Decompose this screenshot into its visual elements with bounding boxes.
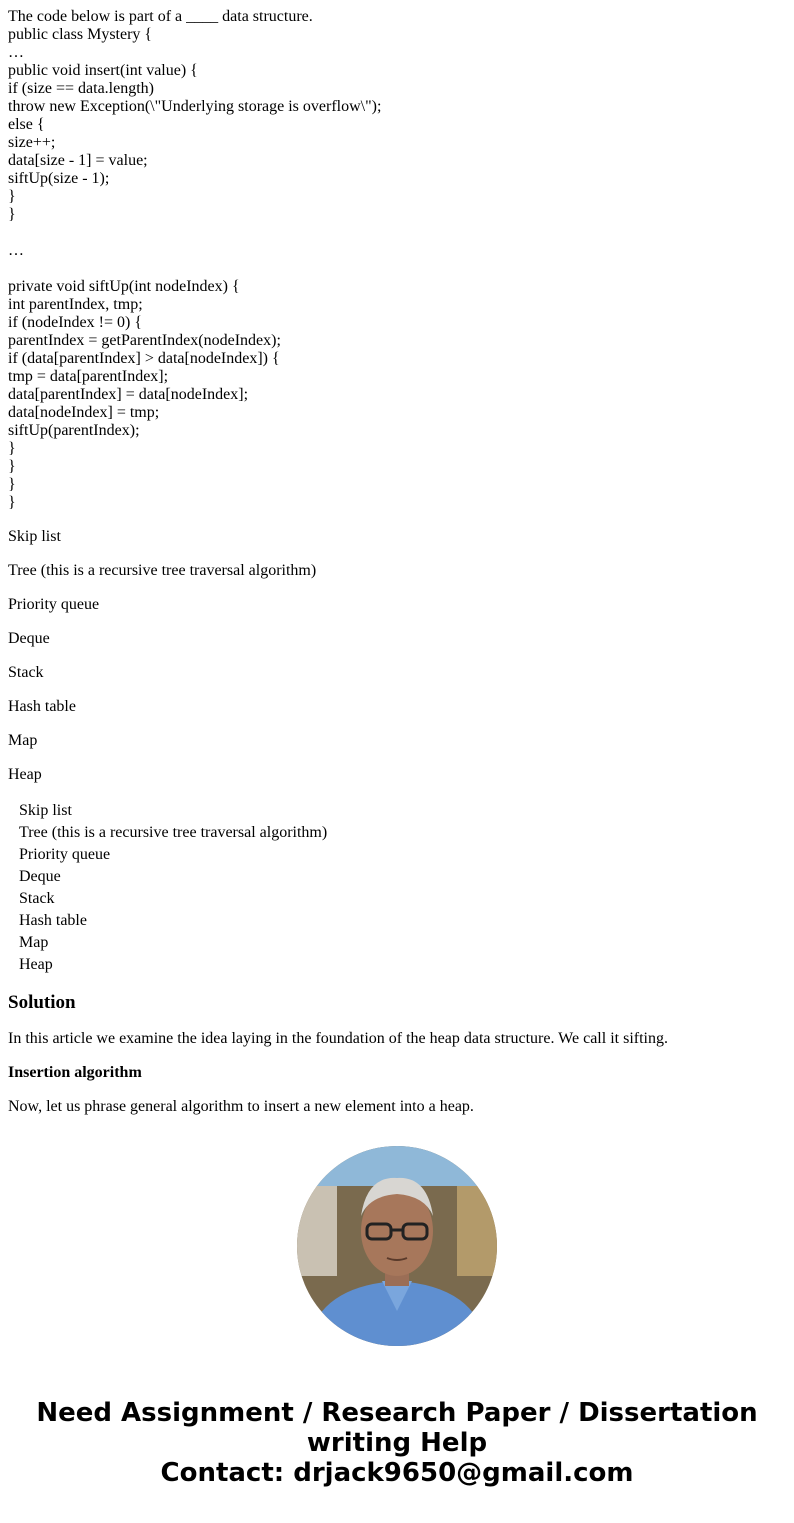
- option-text: Hash table: [8, 698, 76, 715]
- option-text: Heap: [8, 766, 42, 783]
- code-line: public class Mystery {: [8, 26, 153, 43]
- option-item[interactable]: Map: [19, 934, 49, 951]
- option-list: [8, 800, 786, 976]
- code-line: …: [8, 44, 24, 61]
- solution-subheading: Insertion algorithm: [8, 1064, 142, 1081]
- code-line: siftUp(parentIndex);: [8, 422, 140, 439]
- option-text: Priority queue: [8, 596, 100, 613]
- code-line: [8, 224, 786, 242]
- code-line: …: [8, 242, 24, 259]
- option-item[interactable]: Priority queue: [19, 846, 111, 863]
- code-line: parentIndex = getParentIndex(nodeIndex);: [8, 332, 281, 349]
- option-text: Skip list: [8, 528, 61, 545]
- solution-intro: In this article we examine the idea laying in the foundation of the heap data structure. We call it sifting.: [8, 1030, 668, 1047]
- code-line: [8, 260, 786, 278]
- option-text: Stack: [8, 664, 44, 681]
- code-block: [8, 8, 786, 512]
- code-line: if (data[parentIndex] > data[nodeIndex]) {: [8, 350, 280, 367]
- option-item[interactable]: Stack: [19, 890, 55, 907]
- option-item[interactable]: Deque: [19, 868, 61, 885]
- author-photo: [297, 1146, 497, 1346]
- code-line: int parentIndex, tmp;: [8, 296, 143, 313]
- code-line: else {: [8, 116, 45, 133]
- code-line: tmp = data[parentIndex];: [8, 368, 169, 385]
- solution-heading: Solution: [8, 992, 76, 1013]
- code-line: size++;: [8, 134, 56, 151]
- option-item[interactable]: Hash table: [19, 912, 87, 929]
- code-line: }: [8, 440, 16, 457]
- code-line: data[parentIndex] = data[nodeIndex];: [8, 386, 249, 403]
- code-line: }: [8, 476, 16, 493]
- code-line: }: [8, 458, 16, 475]
- option-text: Deque: [8, 630, 50, 647]
- option-item[interactable]: Tree (this is a recursive tree traversal algorithm): [19, 824, 328, 841]
- option-item[interactable]: Skip list: [19, 802, 72, 819]
- code-line: }: [8, 188, 16, 205]
- option-text: Tree (this is a recursive tree traversal algorithm): [8, 562, 317, 579]
- question-block: [8, 8, 786, 976]
- promo-banner: [8, 1398, 786, 1488]
- code-line: if (nodeIndex != 0) {: [8, 314, 142, 331]
- option-text: Map: [8, 732, 38, 749]
- code-line: if (size == data.length): [8, 80, 154, 97]
- question-prompt: The code below is part of a ____ data structure.: [8, 8, 313, 25]
- code-line: data[nodeIndex] = tmp;: [8, 404, 160, 421]
- option-paragraphs: [8, 528, 786, 784]
- code-line: throw new Exception(\"Underlying storage is overflow\");: [8, 98, 382, 115]
- solution-text: Now, let us phrase general algorithm to insert a new element into a heap.: [8, 1098, 474, 1115]
- code-line: private void siftUp(int nodeIndex) {: [8, 278, 240, 295]
- code-line: }: [8, 206, 16, 223]
- promo-line-contact: Contact: drjack9650@gmail.com: [160, 1458, 634, 1488]
- promo-line-help: Need Assignment / Research Paper / Dissertation writing Help: [36, 1398, 758, 1458]
- code-line: }: [8, 494, 16, 511]
- code-line: public void insert(int value) {: [8, 62, 198, 79]
- option-item[interactable]: Heap: [19, 956, 53, 973]
- code-line: data[size - 1] = value;: [8, 152, 148, 169]
- code-line: siftUp(size - 1);: [8, 170, 110, 187]
